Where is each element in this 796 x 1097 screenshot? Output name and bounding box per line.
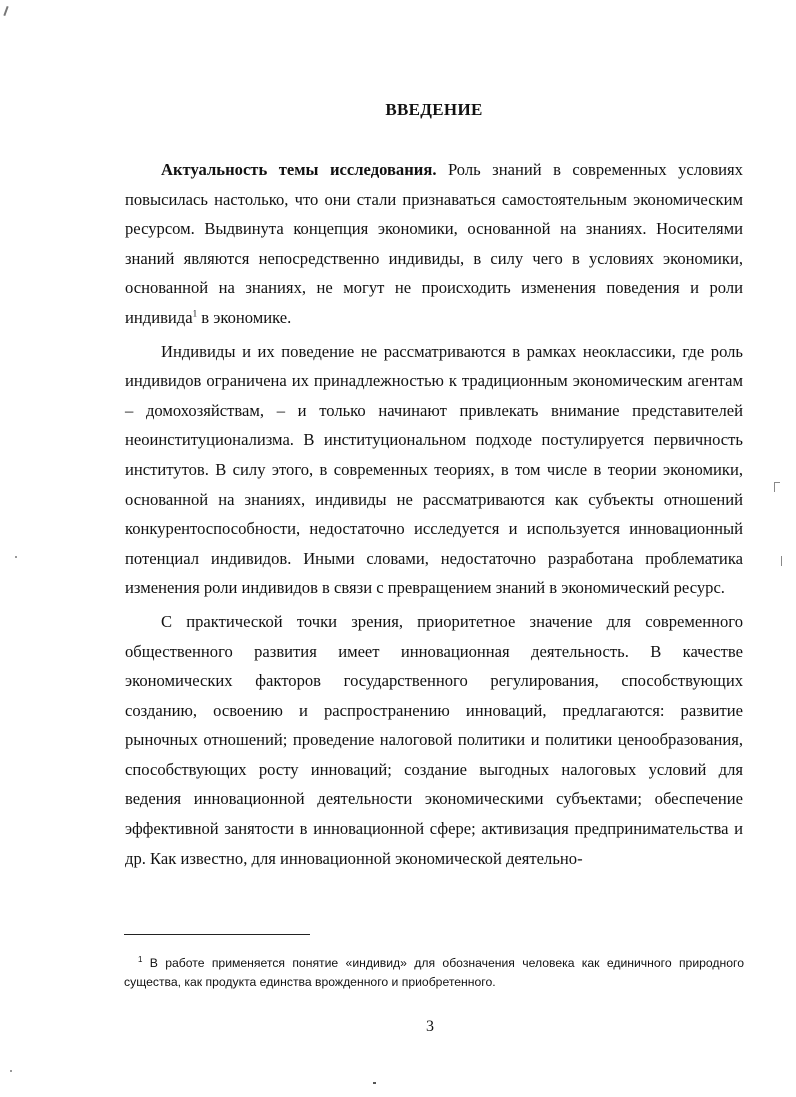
paragraph-lead: Актуальность темы исследования. — [161, 160, 437, 179]
footnote — [124, 954, 744, 992]
footnote-reference: 1 — [192, 308, 198, 319]
footnote-text: В работе применяется понятие «индивид» для обозначения человека как единичного природного существа, как продукта единства врожденного и приобретенного. — [124, 956, 744, 989]
scan-artifact — [15, 556, 17, 558]
footnote-mark: 1 — [138, 954, 143, 964]
scan-artifact — [3, 6, 8, 16]
scan-artifact — [373, 1082, 376, 1084]
scan-artifact — [10, 1070, 12, 1072]
paragraph-relevance — [125, 155, 743, 333]
page-number: 3 — [426, 1018, 434, 1035]
scan-artifact — [774, 482, 780, 492]
paragraph-individuals: Индивиды и их поведение не рассматриваются в рамках неоклассики, где роль индивидов ограничена их принадлежностью к традиционным экономическим агентам – домохозяйствам, – и только начинают привлекать внимание представителей неоинституционализма. В институциональном подходе постулируется первичность институтов. В силу этого, в современных теориях, в том числе в теории экономики, основанной на знаниях, индивиды не рассматриваются как субъекты отношений конкурентоспособности, недостаточно исследуется и используется инновационный потенциал индивидов. Иными словами, недостаточно разработана проблематика изменения роли индивидов в связи с превращением знаний в экономический ресурс. — [125, 341, 743, 598]
page-title: ВВЕДЕНИЕ — [385, 100, 483, 119]
footnote-divider — [124, 934, 310, 935]
scan-artifact — [781, 556, 785, 566]
paragraph-text: Роль знаний в современных условиях повысилась настолько, что они стали признаваться самостоятельным экономическим ресурсом. Выдвинута концепция экономики, основанной на знаниях. Носителями знаний являются непосредственно индивиды, в силу чего в условиях экономики, основанной на знаниях, не могут не происходить изменения поведения и роли индивида — [125, 160, 743, 327]
paragraph-text-tail: в экономике. — [197, 307, 292, 327]
paragraph-practical: С практической точки зрения, приоритетное значение для современного общественного развития имеет инновационная деятельность. В качестве экономических факторов государственного регулирования, способствующих созданию, освоению и распространению инноваций, предлагаются: развитие рыночных отношений; проведение налоговой политики и политики ценообразования, способствующих росту инноваций; создание выгодных налоговых условий для ведения инновационной деятельности экономическими субъектами; обеспечение эффективной занятости в инновационной сфере; активизация предпринимательства и др. Как известно, для инновационной экономической деятельно- — [125, 611, 743, 868]
body-text — [125, 155, 743, 873]
